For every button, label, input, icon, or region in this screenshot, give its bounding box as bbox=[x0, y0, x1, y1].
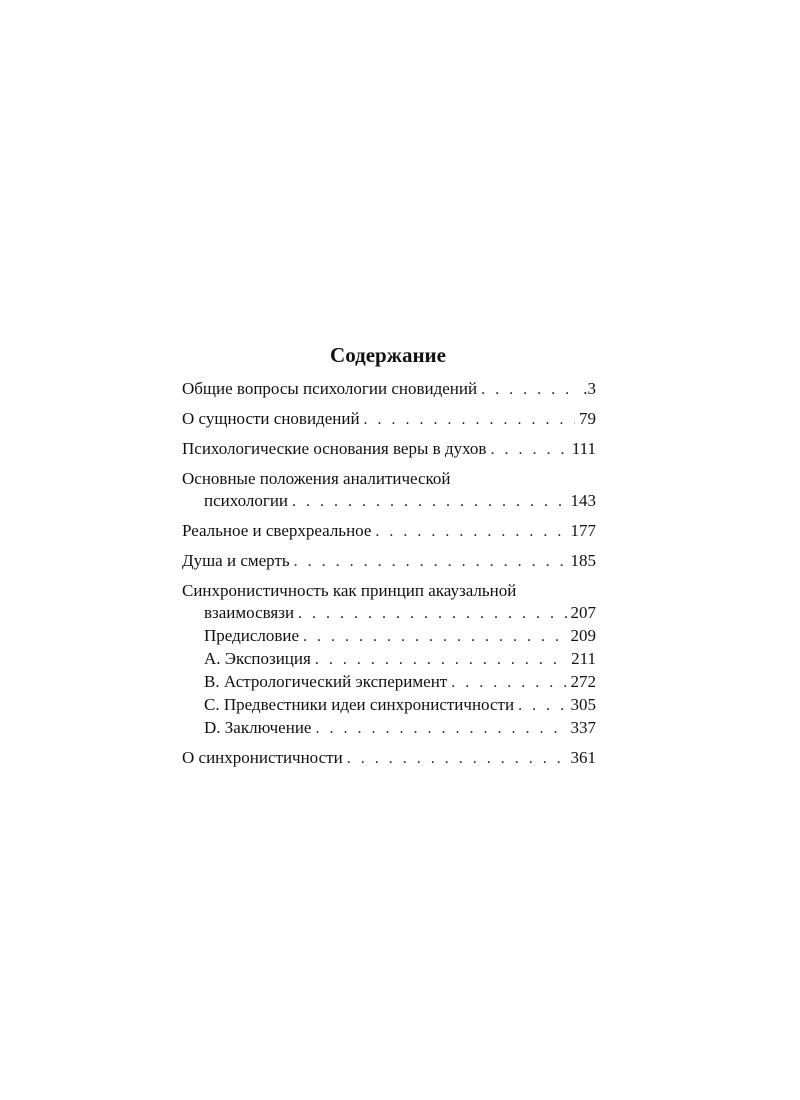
table-of-contents bbox=[182, 378, 596, 770]
toc-entry-text: Психологические основания веры в духов bbox=[182, 439, 487, 458]
leader-dots bbox=[451, 672, 566, 694]
toc-entry-page: 272 bbox=[570, 672, 596, 691]
toc-entry-text: О сущности сновидений bbox=[182, 409, 360, 428]
toc-entry-page: 111 bbox=[571, 439, 596, 458]
toc-subentry bbox=[182, 671, 596, 694]
toc-entry-multiline bbox=[182, 468, 596, 513]
toc-subentry bbox=[182, 648, 596, 671]
leader-dots bbox=[315, 718, 566, 740]
leader-dots bbox=[298, 603, 566, 625]
toc-entry bbox=[182, 438, 596, 461]
toc-entry-text: Предисловие bbox=[204, 626, 300, 645]
toc-entry-text: О синхронистичности bbox=[182, 748, 343, 767]
toc-subentry bbox=[182, 694, 596, 717]
leader-dots bbox=[294, 551, 567, 573]
toc-entry-text: D. Заключение bbox=[204, 718, 312, 737]
toc-entry-multiline bbox=[182, 580, 596, 740]
toc-entry-text: психологии bbox=[204, 491, 289, 510]
toc-entry-text: взаимосвязи bbox=[204, 603, 295, 622]
toc-entry-continuation bbox=[182, 602, 596, 625]
toc-entry-page: 185 bbox=[570, 551, 596, 570]
toc-entry bbox=[182, 550, 596, 573]
toc-entry-text: Реальное и сверхреальное bbox=[182, 521, 372, 540]
toc-entry-page: 305 bbox=[570, 695, 596, 714]
toc-entry-page: 337 bbox=[570, 718, 596, 737]
toc-entry-text-line1: Основные положения аналитической bbox=[182, 469, 451, 488]
toc-entry bbox=[182, 520, 596, 543]
toc-title: Содержание bbox=[330, 343, 446, 367]
toc-entry-text: C. Предвестники идеи синхронистичности bbox=[204, 695, 515, 714]
toc-entry-text: B. Астрологический эксперимент bbox=[204, 672, 448, 691]
toc-entry-page: 207 bbox=[570, 603, 596, 622]
leader-dots bbox=[315, 649, 567, 671]
leader-dots bbox=[364, 409, 575, 431]
toc-entry bbox=[182, 408, 596, 431]
toc-entry-page: 79 bbox=[579, 409, 596, 428]
leader-dots bbox=[490, 439, 567, 461]
toc-entry-page: 143 bbox=[570, 491, 596, 510]
toc-entry-page: 209 bbox=[570, 626, 596, 645]
toc-entry-page: 177 bbox=[570, 521, 596, 540]
toc-entry bbox=[182, 747, 596, 770]
leader-dots bbox=[518, 695, 566, 717]
toc-subentry bbox=[182, 625, 596, 648]
toc-entry-text: Общие вопросы психологии сновидений bbox=[182, 379, 478, 398]
toc-entry bbox=[182, 378, 596, 401]
leader-dots bbox=[481, 379, 579, 401]
toc-entry-continuation bbox=[182, 490, 596, 513]
leader-dots bbox=[292, 491, 566, 513]
toc-entry-text: A. Экспозиция bbox=[204, 649, 311, 668]
toc-entry-page: .3 bbox=[583, 379, 596, 398]
toc-entry-text: Душа и смерть bbox=[182, 551, 290, 570]
toc-subentry bbox=[182, 717, 596, 740]
leader-dots bbox=[303, 626, 566, 648]
leader-dots bbox=[375, 521, 566, 543]
toc-entry-page: 211 bbox=[571, 649, 596, 668]
toc-entry-text-line1: Синхронистичность как принцип акаузальной bbox=[182, 581, 517, 600]
leader-dots bbox=[347, 748, 567, 770]
toc-entry-page: 361 bbox=[570, 748, 596, 767]
